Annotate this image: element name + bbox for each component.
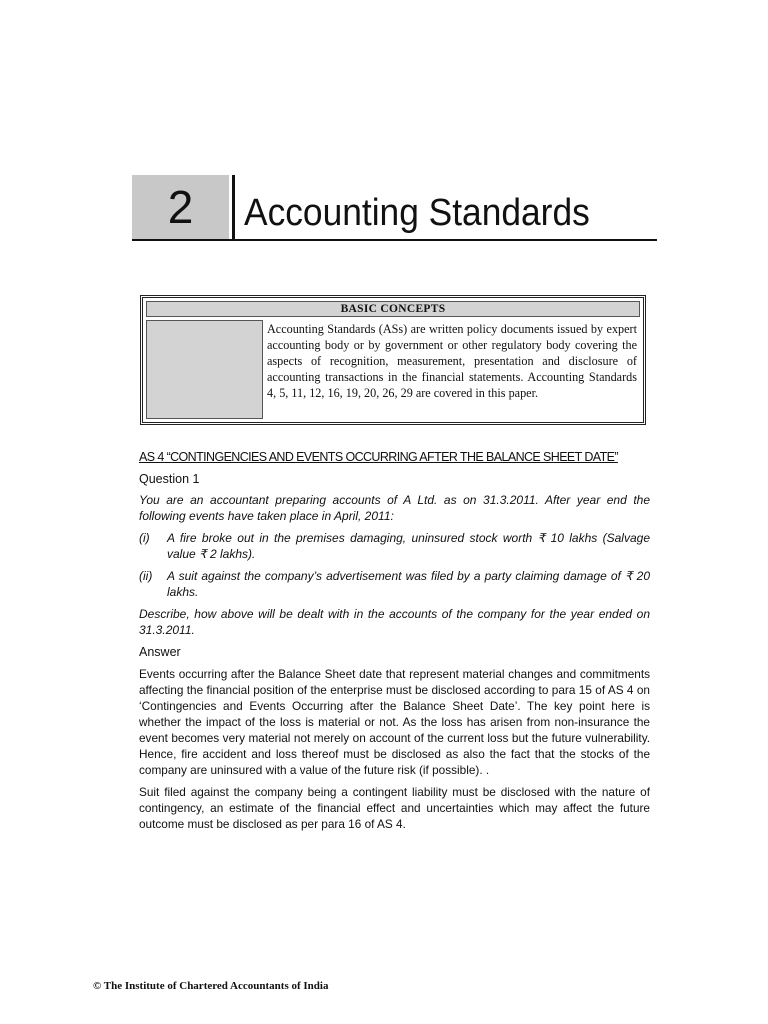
answer-paragraph: Events occurring after the Balance Sheet date that represent material changes and commitments affecting the financial position of the enterprise must be disclosed according to para 15 of AS 4 on ‘Contingencies and Events Occurring after the Balance Sheet Date’. The key point here is whether the impact of the loss is material or not. As the loss has arisen from non-insurance the event becomes very material not merely on account of the current loss but the future vulnerability. Hence, fire accident and loss thereof must be disclosed as also the fact that the stocks of the company are uninsured with a value of the future risk (if possible). . <box>139 667 650 777</box>
basic-concepts-side-panel <box>146 320 263 419</box>
question-label: Question 1 <box>139 472 200 486</box>
section-title: AS 4 “CONTINGENCIES AND EVENTS OCCURRING AFTER THE BALANCE SHEET DATE” <box>139 450 618 464</box>
answer-paragraph: Suit filed against the company being a contingent liability must be disclosed with the nature of contingency, an estimate of the financial effect and uncertainties which may affect the future outcome must be disclosed as per para 16 of AS 4. <box>139 785 650 831</box>
basic-concepts-text: Accounting Standards (ASs) are written policy documents issued by expert accounting body or by government or other regulatory body covering the aspects of recognition, measurement, presentation and disclosure of accounting transactions in the financial statements. Accounting Standards 4, 5, 11, 12, 16, 19, 20, 26, 29 are covered in this paper. <box>267 322 637 400</box>
list-item-number: (ii) <box>139 569 153 583</box>
chapter-title: Accounting Standards <box>244 192 590 234</box>
chapter-number: 2 <box>132 175 229 239</box>
list-item-text: A fire broke out in the premises damaging, uninsured stock worth ₹ 10 lakhs (Salvage value ₹ 2 lakhs). <box>167 531 650 561</box>
question-intro: You are an accountant preparing accounts of A Ltd. as on 31.3.2011. After year end the following events have taken place in April, 2011: <box>139 493 650 523</box>
basic-concepts-heading: BASIC CONCEPTS <box>146 301 640 317</box>
chapter-underline <box>132 239 657 241</box>
list-item <box>139 568 650 600</box>
main-content <box>139 449 650 838</box>
question-closing: Describe, how above will be dealt with in the accounts of the company for the year ended on 31.3.2011. <box>139 607 650 637</box>
list-item-number: (i) <box>139 531 150 545</box>
list-item <box>139 530 650 562</box>
chapter-divider <box>232 175 235 239</box>
chapter-header <box>132 175 657 241</box>
answer-label: Answer <box>139 645 181 659</box>
footer-copyright: © The Institute of Chartered Accountants of India <box>93 980 329 992</box>
basic-concepts-box <box>140 295 646 425</box>
list-item-text: A suit against the company’s advertisement was filed by a party claiming damage of ₹ 20 lakhs. <box>167 569 650 599</box>
